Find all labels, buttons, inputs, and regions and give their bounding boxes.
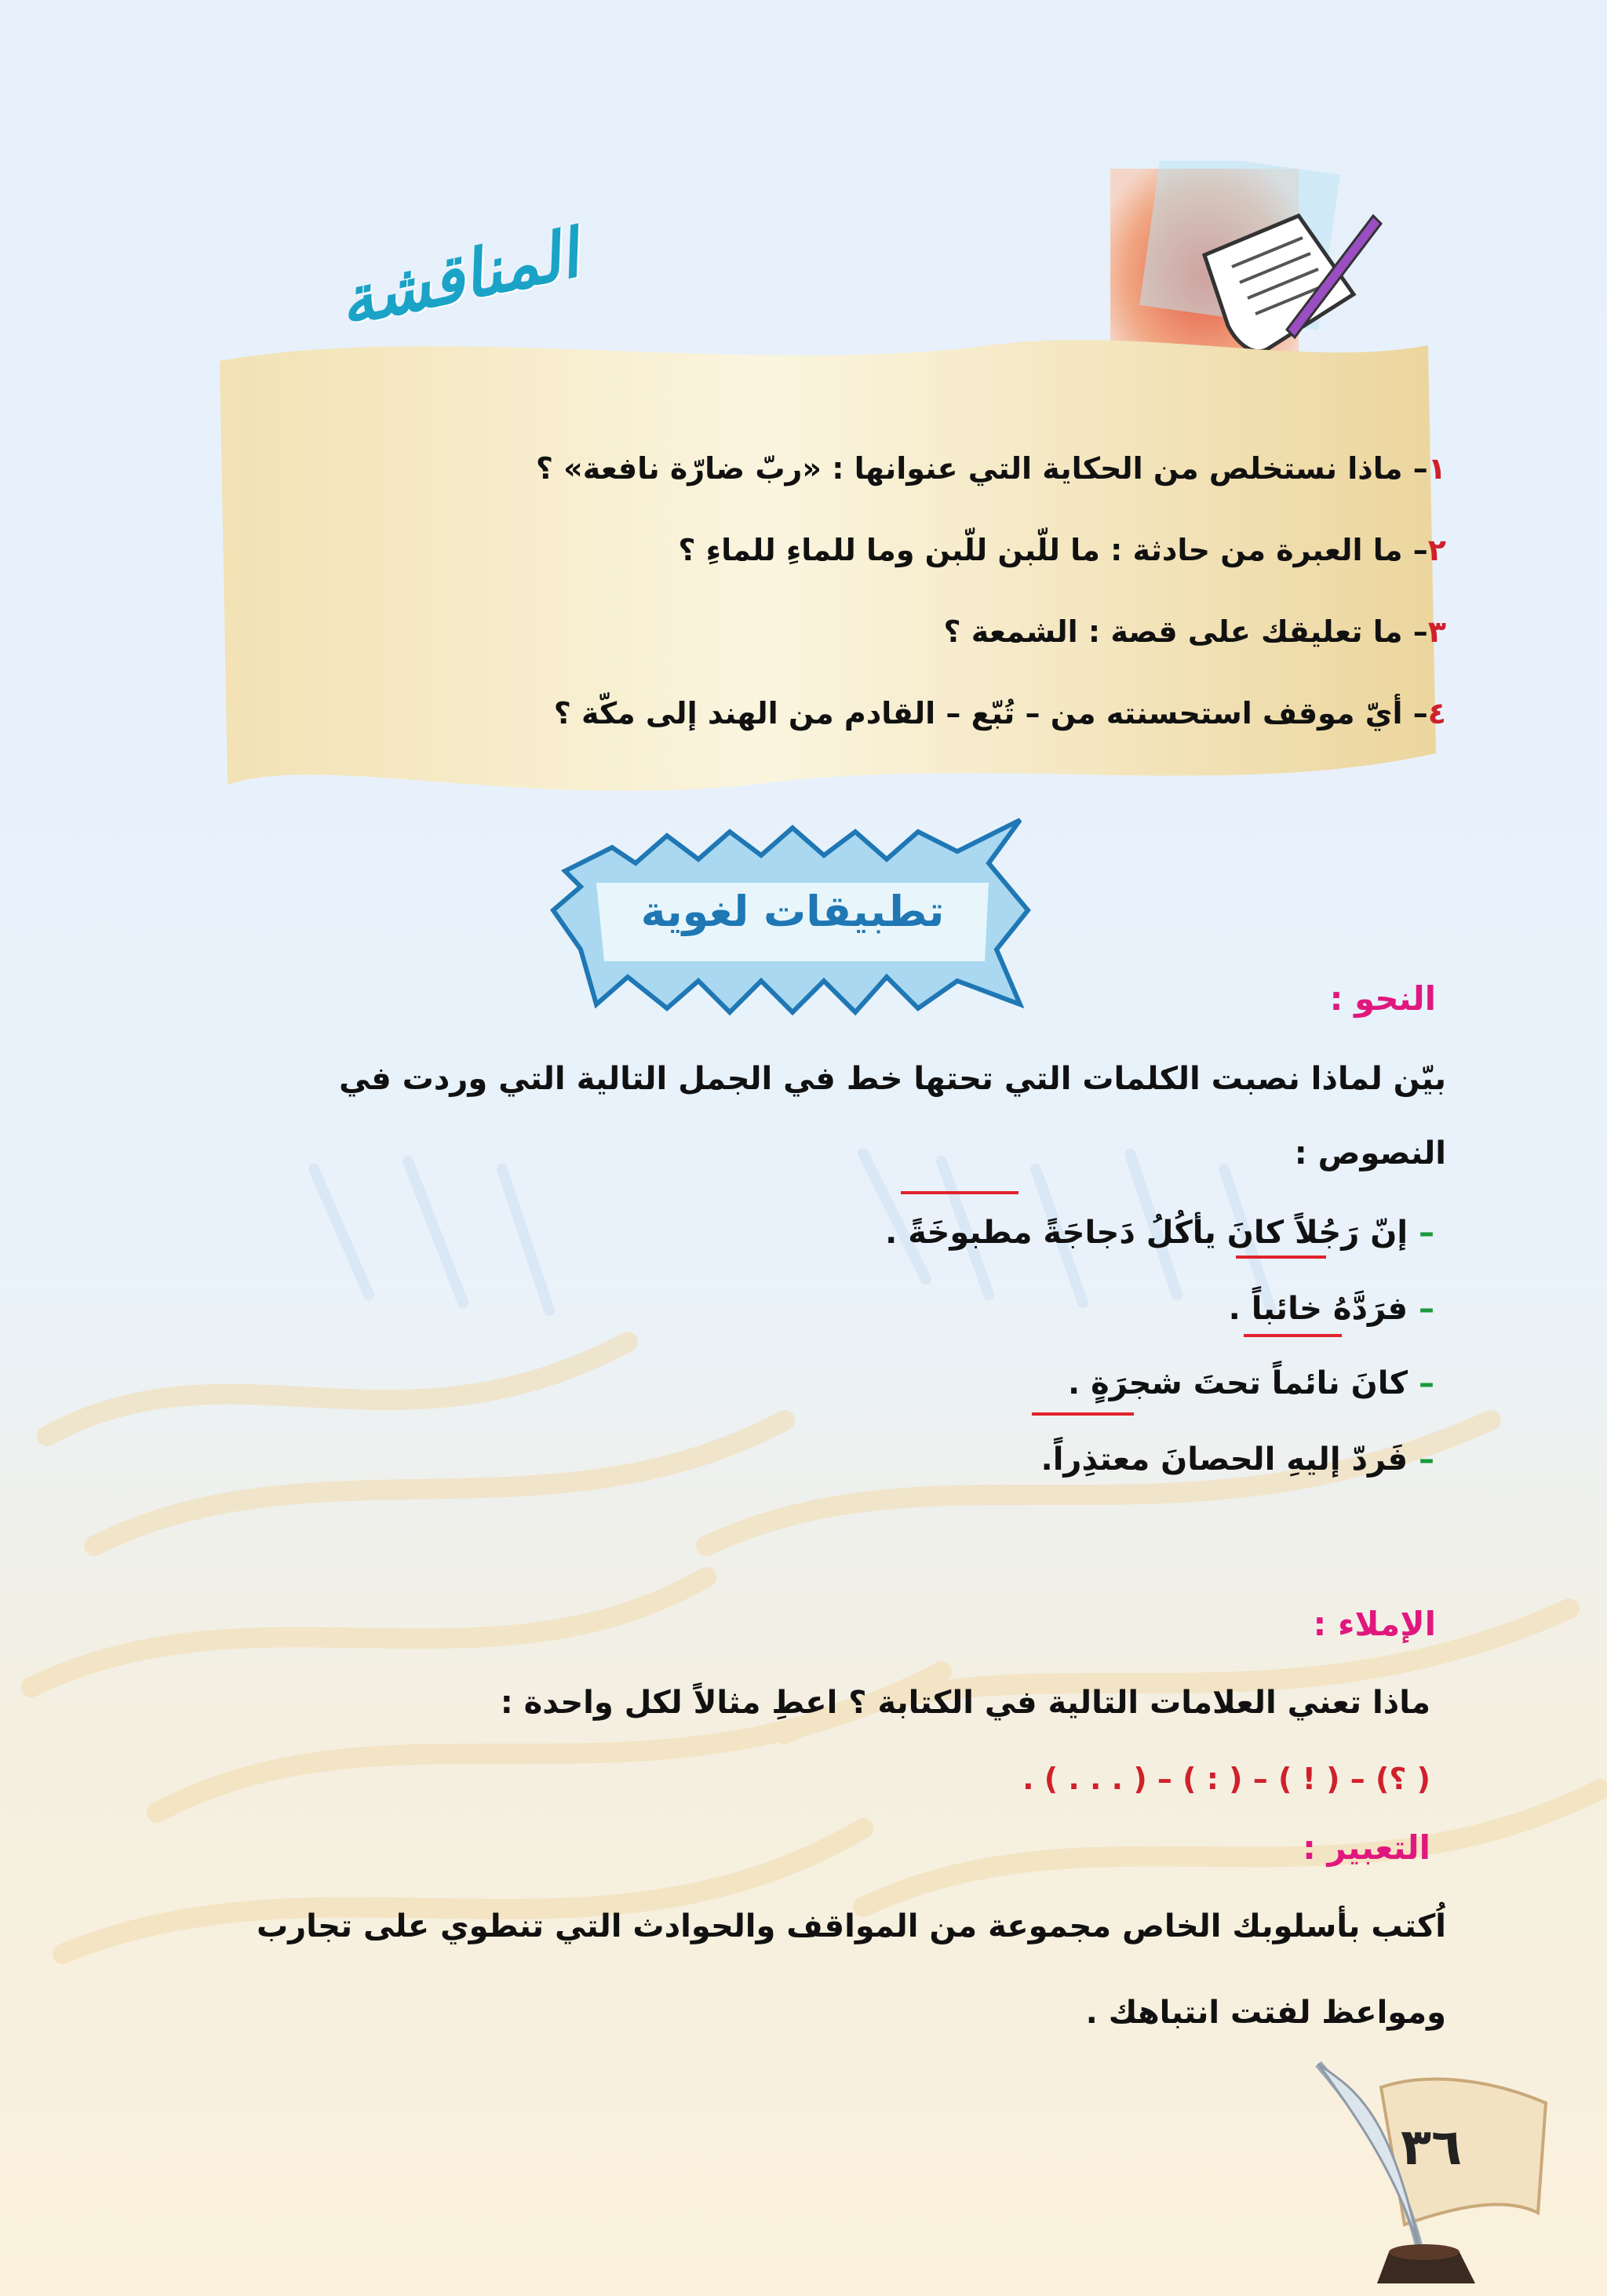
grammar-example-1 (885, 1215, 1434, 1251)
applications-banner: تطبيقات لغوية (640, 887, 945, 936)
list-item (191, 509, 1446, 591)
example-dash: – (1419, 1215, 1434, 1251)
page-number: ٣٦ (1401, 2119, 1463, 2177)
example-text: فَردّ إليهِ الحصانَ معتذِراً. (1040, 1441, 1408, 1478)
list-item (191, 428, 1446, 509)
grammar-example-4 (1041, 1441, 1434, 1478)
example-text: إنّ رَجُلاً كانَ يأكُلُ دَجاجَةً مطبوخَةً . (885, 1215, 1408, 1251)
dictation-question: ماذا تعني العلامات التالية في الكتابة ؟ اعطِ مثالاً لكل واحدة : (500, 1685, 1430, 1721)
discussion-questions (191, 428, 1446, 754)
dictation-heading: الإملاء : (1313, 1605, 1436, 1643)
grammar-instruction-line1: بيّن لماذا نصبت الكلمات التي تحتها خط في الجمل التالية التي وردت في (338, 1061, 1446, 1097)
grammar-example-2 (1229, 1291, 1434, 1327)
expression-line1: اُكتب بأسلوبك الخاص مجموعة من المواقف والحوادث التي تنطوي على تجارب (256, 1908, 1446, 1944)
question-number: ٤ (1427, 696, 1446, 731)
discussion-title: المناقشة (332, 214, 585, 341)
question-text: – ما العبرة من حادثة : ما للّبن للّبن وما للماءِ للماءِ ؟ (678, 533, 1428, 567)
list-item (191, 672, 1446, 754)
example-text: كانَ نائماً تحتَ شجرَةٍ . (1067, 1365, 1408, 1401)
grammar-heading: النحو : (1329, 979, 1436, 1018)
underline-marker (901, 1191, 1018, 1194)
question-text: – ماذا نستخلص من الحكاية التي عنوانها : «ربّ ضارّة نافعة» ؟ (535, 451, 1428, 486)
list-item (191, 591, 1446, 672)
grammar-instruction-line2: النصوص : (1294, 1135, 1446, 1172)
underline-marker (1032, 1412, 1134, 1416)
example-text: فرَدَّهُ خائباً . (1228, 1291, 1408, 1327)
question-number: ٣ (1427, 614, 1446, 649)
punctuation-marks: ( ؟) – ( ! ) – ( : ) – ( . . . ) . (1022, 1762, 1430, 1796)
underline-marker (1236, 1256, 1326, 1259)
example-dash: – (1419, 1291, 1434, 1327)
question-number: ٢ (1427, 533, 1446, 567)
example-dash: – (1419, 1441, 1434, 1478)
grammar-example-3 (1068, 1365, 1434, 1401)
expression-heading: التعبير : (1303, 1828, 1430, 1867)
example-dash: – (1419, 1365, 1434, 1401)
underline-marker (1244, 1334, 1342, 1337)
question-text: – ما تعليقك على قصة : الشمعة ؟ (943, 614, 1428, 649)
expression-line2: ومواعظ لفتت انتباهك . (1085, 1995, 1446, 2031)
question-text: – أيّ موقف استحسنته من – تُبّع – القادم من الهند إلى مكّة ؟ (553, 696, 1428, 731)
question-number: ١ (1427, 451, 1446, 486)
